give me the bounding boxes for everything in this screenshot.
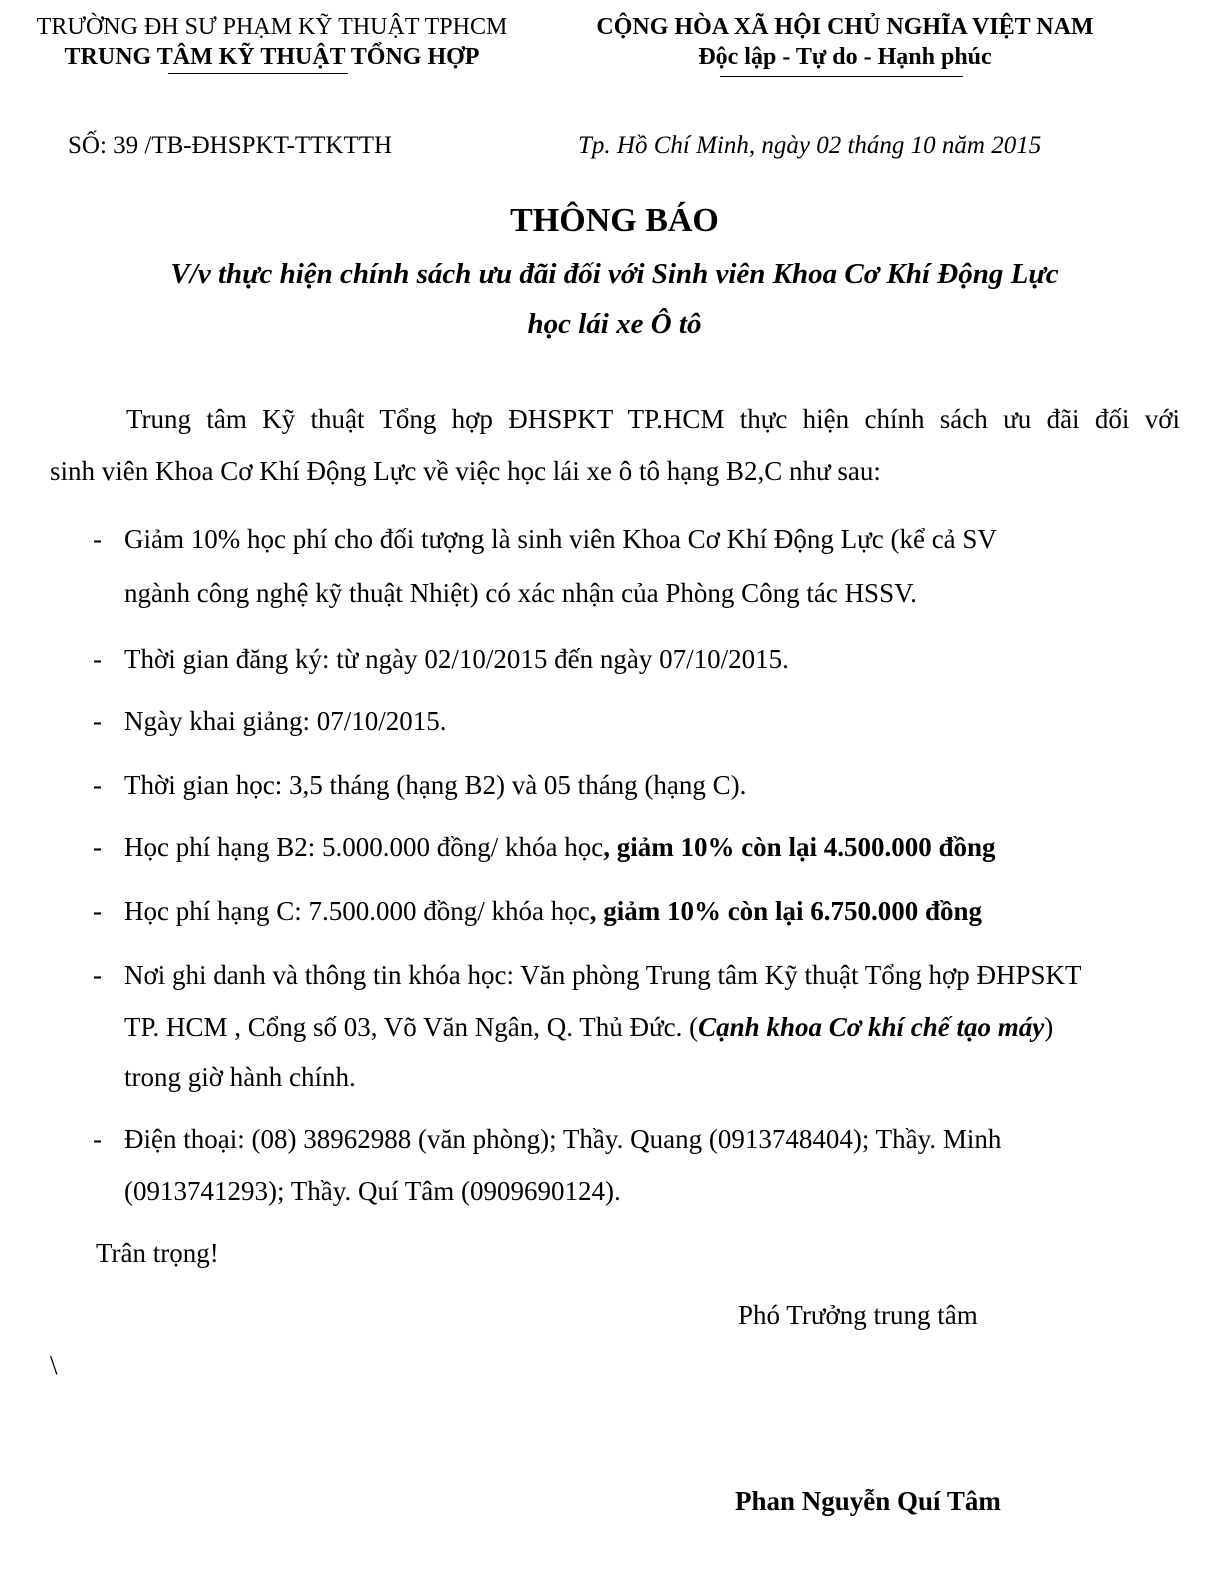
location-landmark: Cạnh khoa Cơ khí chế tạo máy <box>698 1012 1045 1042</box>
national-motto: Độc lập - Tự do - Hạnh phúc <box>698 44 992 70</box>
fee-c-normal: Học phí hạng C: 7.500.000 đồng/ khóa học <box>124 896 590 926</box>
bullet-dash: - <box>93 770 102 800</box>
fee-b2-discount: , giảm 10% còn lại 4.500.000 đồng <box>603 832 996 862</box>
intro-line-1: Trung tâm Kỹ thuật Tổng hợp ĐHSPKT TP.HCM thực hiện chính sách ưu đãi đối với <box>126 404 1180 434</box>
item-location-line-3: trong giờ hành chính. <box>124 1062 356 1092</box>
document-title: THÔNG BÁO <box>510 202 719 239</box>
item-opening-date: Ngày khai giảng: 07/10/2015. <box>124 706 447 736</box>
national-title: CỘNG HÒA XÃ HỘI CHỦ NGHĨA VIỆT NAM <box>596 14 1094 40</box>
item-discount-line-1: Giảm 10% học phí cho đối tượng là sinh viên Khoa Cơ Khí Động Lực (kể cả SV <box>124 524 997 554</box>
item-discount-line-2: ngành công nghệ kỹ thuật Nhiệt) có xác nhận của Phòng Công tác HSSV. <box>124 578 917 608</box>
bullet-dash: - <box>93 832 102 862</box>
location-address: TP. HCM , Cổng số 03, Võ Văn Ngân, Q. Thủ Đức. ( <box>124 1012 699 1042</box>
item-fee-c <box>124 896 982 927</box>
item-location-line-2 <box>124 1012 1053 1043</box>
header-right-underline <box>720 76 963 77</box>
school-name: TRƯỜNG ĐH SƯ PHẠM KỸ THUẬT TPHCM <box>36 14 508 40</box>
bullet-dash: - <box>93 960 102 990</box>
reference-number: SỐ: 39 /TB-ĐHSPKT-TTKTTH <box>68 132 393 159</box>
bullet-dash: - <box>93 644 102 674</box>
stray-mark: \ <box>50 1350 58 1380</box>
bullet-dash: - <box>93 896 102 926</box>
bullet-dash: - <box>93 1124 102 1154</box>
item-location-line-1: Nơi ghi danh và thông tin khóa học: Văn phòng Trung tâm Kỹ thuật Tổng hợp ĐHPSKT <box>124 960 1082 990</box>
item-phone-line-1: Điện thoại: (08) 38962988 (văn phòng); Thầy. Quang (0913748404); Thầy. Minh <box>124 1124 1002 1154</box>
item-duration: Thời gian học: 3,5 tháng (hạng B2) và 05 tháng (hạng C). <box>124 770 747 800</box>
fee-b2-normal: Học phí hạng B2: 5.000.000 đồng/ khóa học <box>124 832 604 862</box>
place-date: Tp. Hồ Chí Minh, ngày 02 tháng 10 năm 2015 <box>578 132 1042 159</box>
item-registration: Thời gian đăng ký: từ ngày 02/10/2015 đến ngày 07/10/2015. <box>124 644 789 674</box>
subtitle-line-1: V/v thực hiện chính sách ưu đãi đối với Sinh viên Khoa Cơ Khí Động Lực <box>170 258 1059 290</box>
item-fee-b2 <box>124 832 995 863</box>
bullet-dash: - <box>93 706 102 736</box>
signer-name: Phan Nguyễn Quí Tâm <box>735 1486 1001 1516</box>
location-close-paren: ) <box>1044 1012 1054 1042</box>
intro-line-2: sinh viên Khoa Cơ Khí Động Lực về việc học lái xe ô tô hạng B2,C như sau: <box>50 456 881 486</box>
subtitle-line-2: học lái xe Ô tô <box>527 308 702 340</box>
bullet-dash: - <box>93 524 102 554</box>
center-name: TRUNG TÂM KỸ THUẬT TỔNG HỢP <box>64 44 480 70</box>
signer-title: Phó Trưởng trung tâm <box>738 1300 978 1330</box>
item-phone-line-2: (0913741293); Thầy. Quí Tâm (0909690124). <box>124 1176 621 1206</box>
fee-c-discount: , giảm 10% còn lại 6.750.000 đồng <box>589 896 982 926</box>
closing-greeting: Trân trọng! <box>96 1238 219 1268</box>
header-left-underline <box>168 73 348 74</box>
